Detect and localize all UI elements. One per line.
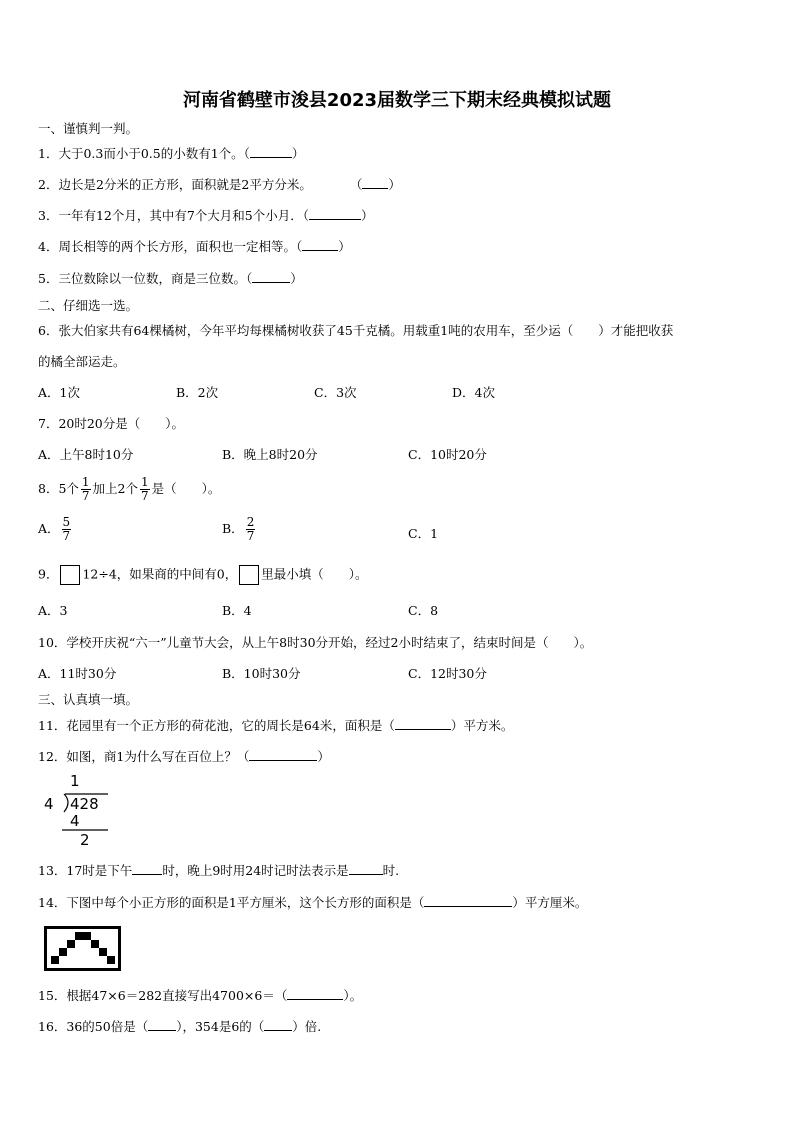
question-7: 7．20时20分是（ ）。 (38, 416, 185, 431)
rectangle-grid-figure (44, 926, 122, 976)
option-c[interactable]: C．3次 (314, 385, 357, 400)
fraction: $\frac{1}{7}$ (141, 475, 149, 503)
question-11-end: ）平方米。 (450, 718, 514, 733)
question-1-end: ） (291, 146, 305, 161)
page-title: 河南省鹤壁市浚县2023届数学三下期末经典模拟试题 (182, 90, 612, 111)
option-c[interactable]: C．1 (408, 526, 439, 541)
question-9-mid: 12÷4，如果商的中间有0， (82, 566, 238, 582)
section-heading-3: 三、认真填一填。 (38, 692, 139, 707)
answer-blank[interactable] (287, 988, 343, 1000)
question-1-text: 1．大于0.3而小于0.5的小数有1个。（ (38, 146, 250, 161)
question-16 (38, 1019, 321, 1035)
blank-box[interactable] (60, 565, 80, 585)
answer-blank[interactable] (264, 1019, 292, 1031)
question-6-line-2: 的橘全部运走。 (38, 354, 126, 369)
option-c[interactable]: C．8 (408, 603, 439, 618)
question-3-end: ） (361, 208, 374, 223)
question-13 (38, 863, 399, 879)
question-9-post: 里最小填（ ）。 (261, 566, 368, 582)
fraction: $\frac{1}{7}$ (81, 475, 90, 503)
option-a[interactable]: A． $\frac{5}{7}$ (38, 515, 71, 543)
question-9 (38, 565, 368, 585)
question-2-end: ） (388, 177, 401, 192)
section-heading-2: 二、仔细选一选。 (38, 298, 139, 313)
question-2 (38, 177, 401, 193)
remainder: 2 (80, 831, 90, 849)
question-16-part-b: ），354是6的（ (176, 1019, 265, 1034)
answer-blank[interactable] (132, 863, 162, 875)
question-15-end: ）。 (343, 988, 363, 1003)
section-heading-1: 一、谨慎判一判。 (38, 121, 139, 136)
question-12 (38, 749, 330, 765)
question-3-text: 3．一年有12个月，其中有7个大月和5个小月．（ (38, 208, 310, 223)
blank-box[interactable] (239, 565, 259, 585)
question-4-end: ） (338, 239, 351, 254)
question-13-part-a: 13．17时是下午 (38, 863, 133, 878)
answer-blank[interactable] (395, 718, 451, 730)
option-b[interactable]: B． $\frac{2}{7}$ (222, 515, 255, 543)
question-13-part-b: 时，晚上9时用24时记时法表示是 (162, 863, 349, 878)
question-10: 10．学校开庆祝“六一”儿童节大会，从上午8时30分开始，经过2小时结束了，结束时间是（ ）。 (38, 635, 593, 650)
answer-blank[interactable] (249, 749, 317, 761)
option-b[interactable]: B．10时30分 (222, 666, 301, 681)
question-11 (38, 718, 513, 734)
option-c[interactable]: C．10时20分 (408, 447, 487, 462)
answer-blank[interactable] (309, 208, 361, 220)
option-a[interactable]: A．1次 (38, 385, 80, 400)
option-b[interactable]: B．晚上8时20分 (222, 447, 318, 462)
answer-blank[interactable] (424, 895, 512, 907)
quotient-digit: 1 (70, 772, 80, 790)
divisor: 4 (44, 795, 54, 813)
question-15 (38, 988, 362, 1004)
option-d[interactable]: D．4次 (452, 385, 495, 400)
fraction: $\frac{5}{7}$ (62, 515, 71, 543)
question-14-end: ）平方厘米。 (512, 895, 588, 910)
option-c[interactable]: C．12时30分 (408, 666, 487, 681)
question-8-mid: 加上2个 (92, 481, 138, 496)
option-a[interactable]: A．上午8时10分 (38, 447, 134, 462)
question-12-end: ） (317, 749, 330, 764)
answer-blank[interactable] (250, 146, 292, 158)
question-15-text: 15．根据47×6＝282直接写出4700×6＝（ (38, 988, 288, 1003)
question-16-part-a: 16．36的50倍是（ (38, 1019, 149, 1034)
question-5-text: 5．三位数除以一位数，商是三位数。（ (38, 271, 253, 286)
question-4 (38, 239, 351, 255)
question-2-open: （ (349, 177, 363, 192)
question-1 (38, 146, 304, 162)
question-14-text: 14．下图中每个小正方形的面积是1平方厘米，这个长方形的面积是（ (38, 895, 425, 910)
partial-product: 4 (70, 812, 80, 830)
option-b[interactable]: B．2次 (176, 385, 219, 400)
question-14 (38, 895, 587, 911)
question-8-pre: 8．5个 (38, 481, 79, 496)
question-8 (38, 476, 220, 503)
question-5-end: ） (290, 271, 303, 286)
long-division-figure (42, 772, 122, 852)
answer-blank[interactable] (349, 863, 383, 875)
option-b[interactable]: B．4 (222, 603, 252, 618)
question-3 (38, 208, 374, 224)
question-16-part-c: ）倍. (292, 1019, 322, 1034)
question-5 (38, 271, 303, 287)
fraction: $\frac{2}{7}$ (246, 515, 255, 543)
question-6-line-1: 6．张大伯家共有64棵橘树，今年平均每棵橘树收获了45千克橘。用载重1吨的农用车，至少运（ ）才能把收获 (38, 323, 674, 338)
answer-blank[interactable] (148, 1019, 176, 1031)
answer-blank[interactable] (252, 271, 290, 283)
question-9-pre: 9． (38, 566, 59, 582)
answer-blank[interactable] (362, 177, 388, 189)
question-2-text: 2．边长是2分米的正方形，面积就是2平方分米。 (38, 177, 312, 192)
question-8-post: 是（ ）。 (151, 481, 221, 496)
question-13-part-c: 时. (382, 863, 400, 878)
question-11-text: 11．花园里有一个正方形的荷花池，它的周长是64米，面积是（ (38, 718, 395, 733)
dividend: 428 (70, 795, 99, 813)
option-a[interactable]: A．3 (38, 603, 68, 618)
answer-blank[interactable] (302, 239, 338, 251)
option-a[interactable]: A．11时30分 (38, 666, 117, 681)
question-12-text: 12．如图，商1为什么写在百位上？（ (38, 749, 250, 764)
question-4-text: 4．周长相等的两个长方形，面积也一定相等。（ (38, 239, 303, 254)
